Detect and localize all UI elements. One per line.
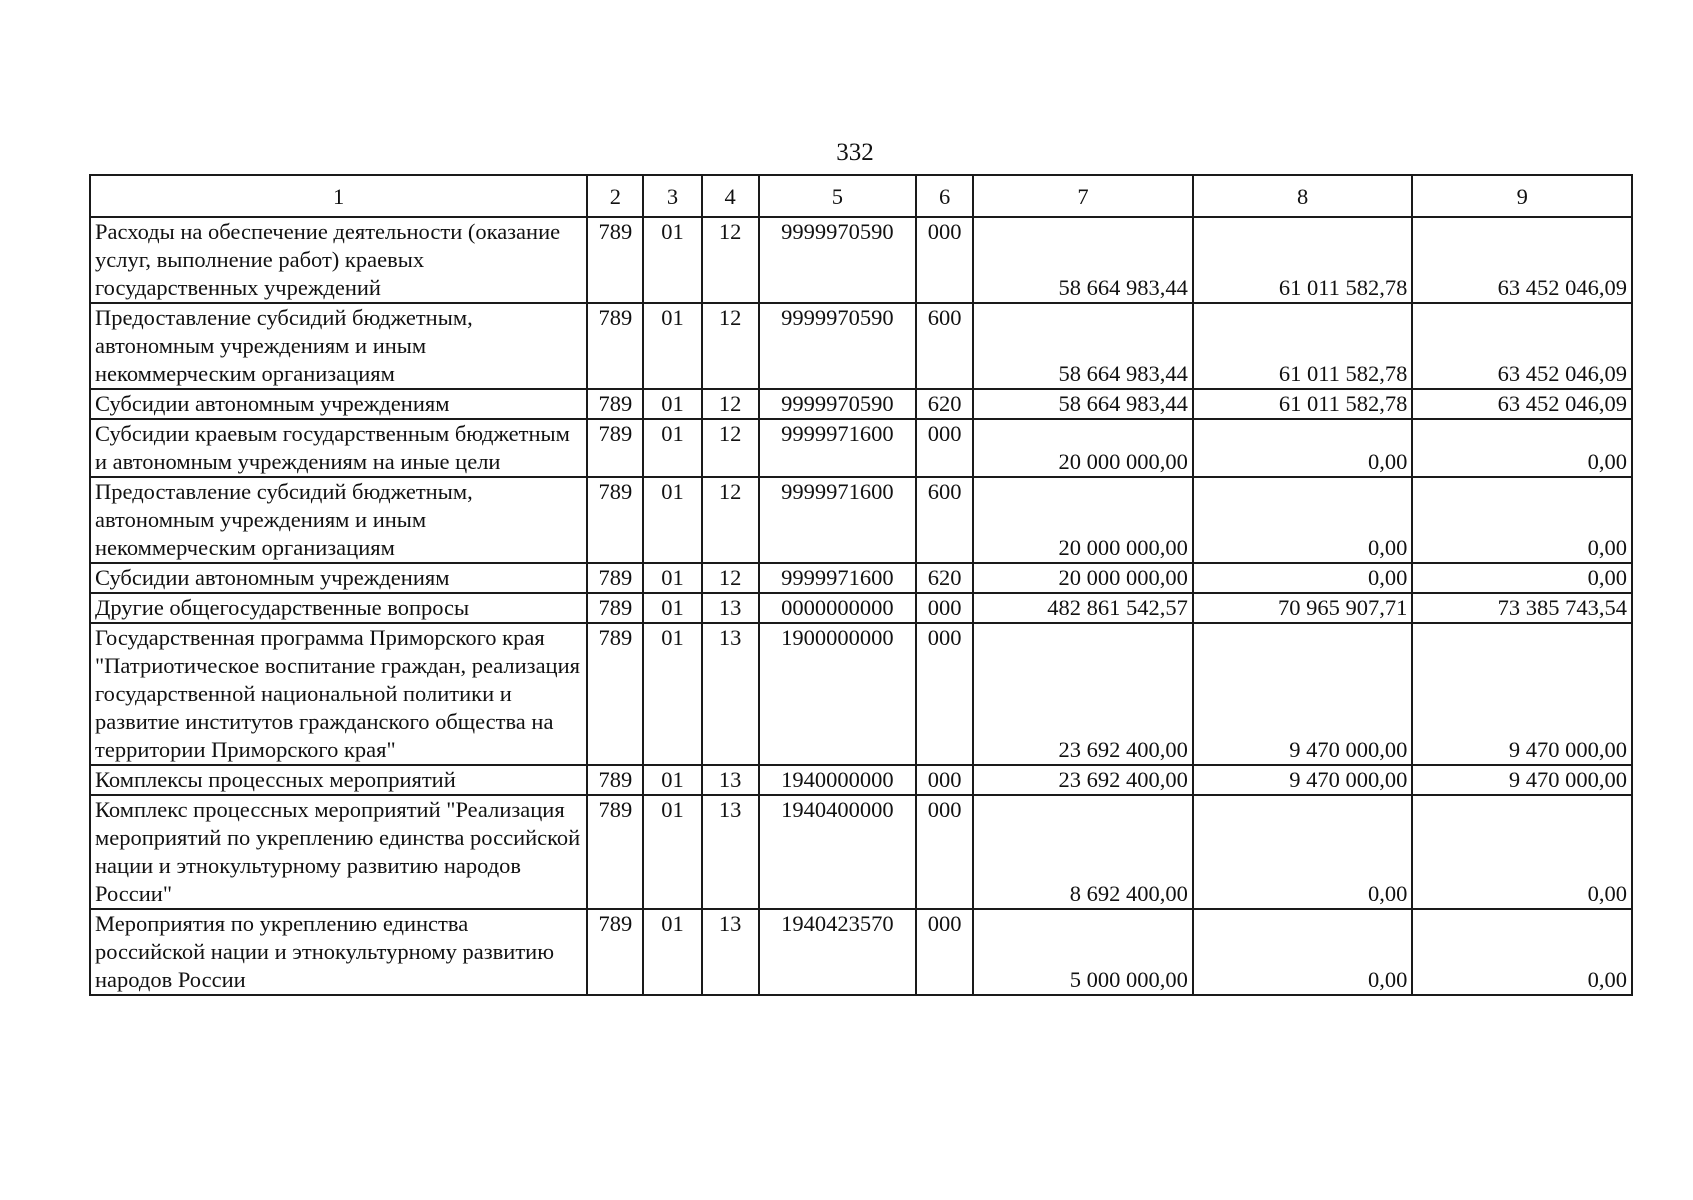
ministry-code: 789 — [587, 303, 643, 389]
expense-type-code: 000 — [916, 593, 973, 623]
table-row — [90, 623, 1632, 765]
ministry-code: 789 — [587, 419, 643, 477]
amount-col7: 482 861 542,57 — [973, 593, 1193, 623]
expense-name: Расходы на обеспечение деятельности (оказание услуг, выполнение работ) краевых государственных учреждений — [90, 217, 587, 303]
expense-name: Субсидии автономным учреждениям — [90, 389, 587, 419]
ministry-code: 789 — [587, 563, 643, 593]
amount-col8: 0,00 — [1193, 795, 1413, 909]
section-code: 01 — [643, 217, 701, 303]
ministry-code: 789 — [587, 389, 643, 419]
expense-name: Комплексы процессных мероприятий — [90, 765, 587, 795]
target-article-code: 9999971600 — [759, 477, 916, 563]
amount-col9: 9 470 000,00 — [1412, 765, 1632, 795]
subsection-code: 13 — [702, 795, 759, 909]
target-article-code: 1940423570 — [759, 909, 916, 995]
page-number: 332 — [836, 139, 874, 166]
expense-type-code: 600 — [916, 477, 973, 563]
target-article-code: 9999970590 — [759, 389, 916, 419]
section-code: 01 — [643, 909, 701, 995]
expense-name: Комплекс процессных мероприятий "Реализация мероприятий по укреплению единства российской нации и этнокультурному развитию народов России" — [90, 795, 587, 909]
section-code: 01 — [643, 303, 701, 389]
amount-col9: 0,00 — [1412, 477, 1632, 563]
amount-col9: 0,00 — [1412, 795, 1632, 909]
table-row — [90, 795, 1632, 909]
expense-name: Другие общегосударственные вопросы — [90, 593, 587, 623]
section-code: 01 — [643, 477, 701, 563]
subsection-code: 12 — [702, 217, 759, 303]
subsection-code: 12 — [702, 303, 759, 389]
column-header: 2 — [587, 175, 643, 217]
ministry-code: 789 — [587, 217, 643, 303]
amount-col7: 58 664 983,44 — [973, 217, 1193, 303]
section-code: 01 — [643, 389, 701, 419]
ministry-code: 789 — [587, 623, 643, 765]
amount-col7: 5 000 000,00 — [973, 909, 1193, 995]
section-code: 01 — [643, 593, 701, 623]
amount-col7: 58 664 983,44 — [973, 303, 1193, 389]
amount-col8: 61 011 582,78 — [1193, 303, 1413, 389]
target-article-code: 9999971600 — [759, 419, 916, 477]
ministry-code: 789 — [587, 795, 643, 909]
ministry-code: 789 — [587, 765, 643, 795]
expense-type-code: 000 — [916, 623, 973, 765]
amount-col8: 0,00 — [1193, 477, 1413, 563]
target-article-code: 1940400000 — [759, 795, 916, 909]
amount-col9: 73 385 743,54 — [1412, 593, 1632, 623]
section-code: 01 — [643, 563, 701, 593]
table-row — [90, 303, 1632, 389]
ministry-code: 789 — [587, 477, 643, 563]
expense-name: Мероприятия по укреплению единства российской нации и этнокультурному развитию народов России — [90, 909, 587, 995]
amount-col7: 20 000 000,00 — [973, 563, 1193, 593]
subsection-code: 13 — [702, 593, 759, 623]
target-article-code: 1900000000 — [759, 623, 916, 765]
amount-col9: 63 452 046,09 — [1412, 217, 1632, 303]
column-header: 1 — [90, 175, 587, 217]
section-code: 01 — [643, 623, 701, 765]
column-header: 7 — [973, 175, 1193, 217]
amount-col7: 8 692 400,00 — [973, 795, 1193, 909]
table-row — [90, 593, 1632, 623]
subsection-code: 13 — [702, 623, 759, 765]
amount-col8: 9 470 000,00 — [1193, 623, 1413, 765]
target-article-code: 9999970590 — [759, 217, 916, 303]
expense-type-code: 600 — [916, 303, 973, 389]
target-article-code: 1940000000 — [759, 765, 916, 795]
amount-col9: 0,00 — [1412, 419, 1632, 477]
subsection-code: 13 — [702, 909, 759, 995]
expense-type-code: 000 — [916, 795, 973, 909]
target-article-code: 9999970590 — [759, 303, 916, 389]
expense-name: Предоставление субсидий бюджетным, автономным учреждениям и иным некоммерческим организациям — [90, 477, 587, 563]
table-row — [90, 217, 1632, 303]
amount-col8: 0,00 — [1193, 563, 1413, 593]
amount-col7: 20 000 000,00 — [973, 419, 1193, 477]
header-row — [90, 175, 1632, 217]
expense-type-code: 000 — [916, 909, 973, 995]
amount-col9: 9 470 000,00 — [1412, 623, 1632, 765]
amount-col8: 0,00 — [1193, 909, 1413, 995]
column-header: 6 — [916, 175, 973, 217]
subsection-code: 12 — [702, 389, 759, 419]
column-header: 9 — [1412, 175, 1632, 217]
column-header: 5 — [759, 175, 916, 217]
amount-col7: 23 692 400,00 — [973, 765, 1193, 795]
amount-col7: 23 692 400,00 — [973, 623, 1193, 765]
amount-col8: 9 470 000,00 — [1193, 765, 1413, 795]
amount-col9: 0,00 — [1412, 563, 1632, 593]
amount-col8: 61 011 582,78 — [1193, 217, 1413, 303]
section-code: 01 — [643, 765, 701, 795]
amount-col7: 20 000 000,00 — [973, 477, 1193, 563]
ministry-code: 789 — [587, 909, 643, 995]
table-row — [90, 909, 1632, 995]
expense-name: Субсидии автономным учреждениям — [90, 563, 587, 593]
subsection-code: 12 — [702, 419, 759, 477]
table-row — [90, 563, 1632, 593]
subsection-code: 13 — [702, 765, 759, 795]
expense-name: Предоставление субсидий бюджетным, автономным учреждениям и иным некоммерческим организациям — [90, 303, 587, 389]
table-row — [90, 419, 1632, 477]
section-code: 01 — [643, 419, 701, 477]
table-row — [90, 765, 1632, 795]
amount-col8: 70 965 907,71 — [1193, 593, 1413, 623]
ministry-code: 789 — [587, 593, 643, 623]
expense-type-code: 620 — [916, 563, 973, 593]
amount-col7: 58 664 983,44 — [973, 389, 1193, 419]
column-header: 3 — [643, 175, 701, 217]
target-article-code: 9999971600 — [759, 563, 916, 593]
column-header: 8 — [1193, 175, 1413, 217]
budget-table — [89, 174, 1633, 996]
expense-type-code: 000 — [916, 419, 973, 477]
expense-type-code: 620 — [916, 389, 973, 419]
subsection-code: 12 — [702, 477, 759, 563]
section-code: 01 — [643, 795, 701, 909]
amount-col8: 0,00 — [1193, 419, 1413, 477]
amount-col9: 63 452 046,09 — [1412, 389, 1632, 419]
target-article-code: 0000000000 — [759, 593, 916, 623]
amount-col9: 63 452 046,09 — [1412, 303, 1632, 389]
expense-type-code: 000 — [916, 217, 973, 303]
column-header: 4 — [702, 175, 759, 217]
expense-name: Субсидии краевым государственным бюджетным и автономным учреждениям на иные цели — [90, 419, 587, 477]
subsection-code: 12 — [702, 563, 759, 593]
expense-name: Государственная программа Приморского края "Патриотическое воспитание граждан, реализация государственной национальной политики и развитие институтов гражданского общества на территории Приморского края" — [90, 623, 587, 765]
amount-col9: 0,00 — [1412, 909, 1632, 995]
expense-type-code: 000 — [916, 765, 973, 795]
table-row — [90, 389, 1632, 419]
amount-col8: 61 011 582,78 — [1193, 389, 1413, 419]
table-row — [90, 477, 1632, 563]
